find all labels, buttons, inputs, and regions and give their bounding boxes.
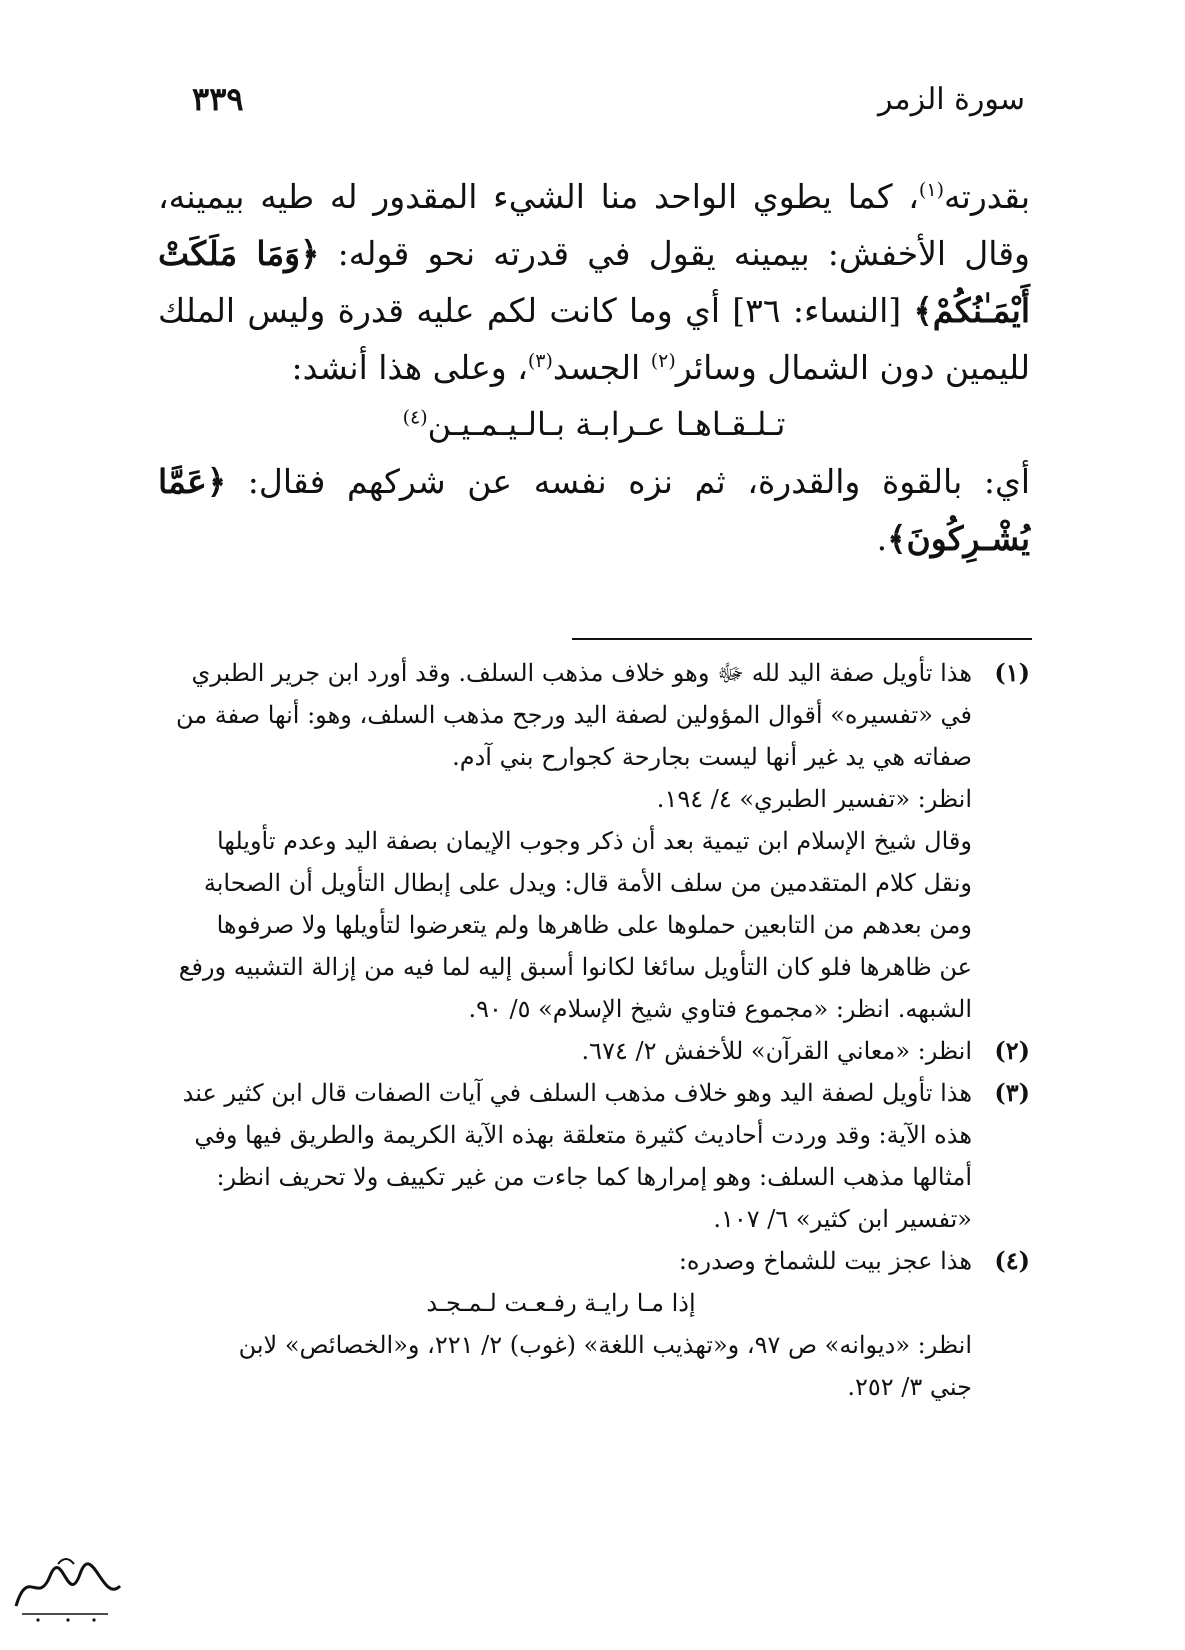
footnote-2 [150,1030,1030,1072]
footnote-4 [150,1240,1030,1408]
footnote-line: أمثالها مذهب السلف: وهو إمرارها كما جاءت من غير تكييف ولا تحريف انظر: [216,1163,972,1191]
footnote-line: انظر: «ديوانه» ص ٩٧، و«تهذيب اللغة» (غوب) ٢/ ٢٢١، و«الخصائص» لابن [238,1331,972,1359]
text-segment: [النساء: ٣٦] أي وما كانت لكم عليه قدرة وليس الملك لليمين دون الشمال وسائر [158,291,1030,387]
text-segment: . [876,519,888,558]
footnote-line: انظر: «تفسير الطبري» ٤/ ١٩٤. [656,785,972,813]
footnote-ref-4[interactable]: (٤) [402,406,428,429]
footnotes [150,652,1030,1408]
footnote-line: في «تفسيره» أقوال المؤولين لصفة اليد ورجح مذهب السلف، وهو: أنها صفة من [175,701,972,729]
main-paragraph-2 [158,453,1030,567]
footnote-3 [150,1072,1030,1240]
footnote-line: هذا تأويل صفة اليد لله ﷻ وهو خلاف مذهب السلف. وقد أورد ابن جرير الطبري [191,659,972,687]
footnote-number: (١) [994,658,1030,687]
text-segment: ، كما يطوي الواحد منا الشيء المقدور له طيه بيمينه، وقال الأخفش: بيمينه يقول في قدرته نحو قوله: [158,177,1030,273]
footnote-number: (٣) [994,1078,1030,1107]
publisher-logo [8,1546,128,1628]
footnote-line: هذا تأويل لصفة اليد وهو خلاف مذهب السلف في آيات الصفات قال ابن كثير عند [182,1079,972,1107]
footnote-line: انظر: «معاني القرآن» للأخفش ٢/ ٦٧٤. [581,1037,972,1065]
footnote-line: ومن بعدهم من التابعين حملوها على ظاهرها ولم يتعرضوا لتأويلها ولا صرفوها [216,911,972,939]
quran-verse: ﴿عَمَّا يُشْـرِكُونَ﴾ [158,462,1030,558]
surah-title: سورة الزمر [877,82,1025,117]
footnote-line: عن ظاهرها فلو كان التأويل سائغا لكانوا أسبق إليه لما فيه من إزالة التشبيه ورفع [178,953,972,981]
text-segment: بقدرته [943,177,1030,216]
footnote-ref-3[interactable]: (٣) [527,350,553,372]
verse-text: تـلـقـاهـا عـرابـة بـالـيـمـيـن [427,405,786,443]
poetry-verse [158,396,1030,453]
footnote-ref-1[interactable]: (١) [918,179,944,201]
text-segment: الجسد [552,348,651,387]
footnote-number: (٢) [994,1036,1030,1065]
calligraphy-logo-icon [8,1546,128,1628]
footnote-line: هذه الآية: وقد وردت أحاديث كثيرة متعلقة بهذه الآية الكريمة والطريق فيها وفي [194,1121,972,1149]
footnote-line: هذا عجز بيت للشماخ وصدره: [678,1247,972,1275]
footnote-line: «تفسير ابن كثير» ٦/ ١٠٧. [713,1205,972,1233]
footnote-line: ونقل كلام المتقدمين من سلف الأمة قال: ويدل على إبطال التأويل أن الصحابة [203,869,972,897]
footnote-ref-2[interactable]: (٢) [650,350,676,372]
text-segment: ، وعلى هذا أنشد: [291,348,528,387]
footnote-number: (٤) [994,1246,1030,1275]
main-text [158,168,1030,567]
main-paragraph-1 [158,168,1030,396]
footnote-line: جني ٣/ ٢٥٢. [847,1373,972,1401]
quran-verse: ﴿وَمَا مَلَكَتْ أَيْمَـٰنُكُمْ﴾ [158,234,1030,330]
footnote-line: وقال شيخ الإسلام ابن تيمية بعد أن ذكر وجوب الإيمان بصفة اليد وعدم تأويلها [216,827,972,855]
page-number: ٣٣٩ [192,80,244,118]
footnote-line: الشبهه. انظر: «مجموع فتاوي شيخ الإسلام» ٥/ ٩٠. [468,995,972,1023]
footnote-verse: إذا مـا رايـة رفـعـت لـمـجـد [426,1289,696,1317]
text-segment: أي: بالقوة والقدرة، ثم نزه نفسه عن شركهم فقال: [226,462,1030,501]
footnote-1 [150,652,1030,1030]
footnote-line: صفاته هي يد غير أنها ليست بجارحة كجوارح بني آدم. [452,743,972,771]
footnote-divider [572,638,1032,640]
